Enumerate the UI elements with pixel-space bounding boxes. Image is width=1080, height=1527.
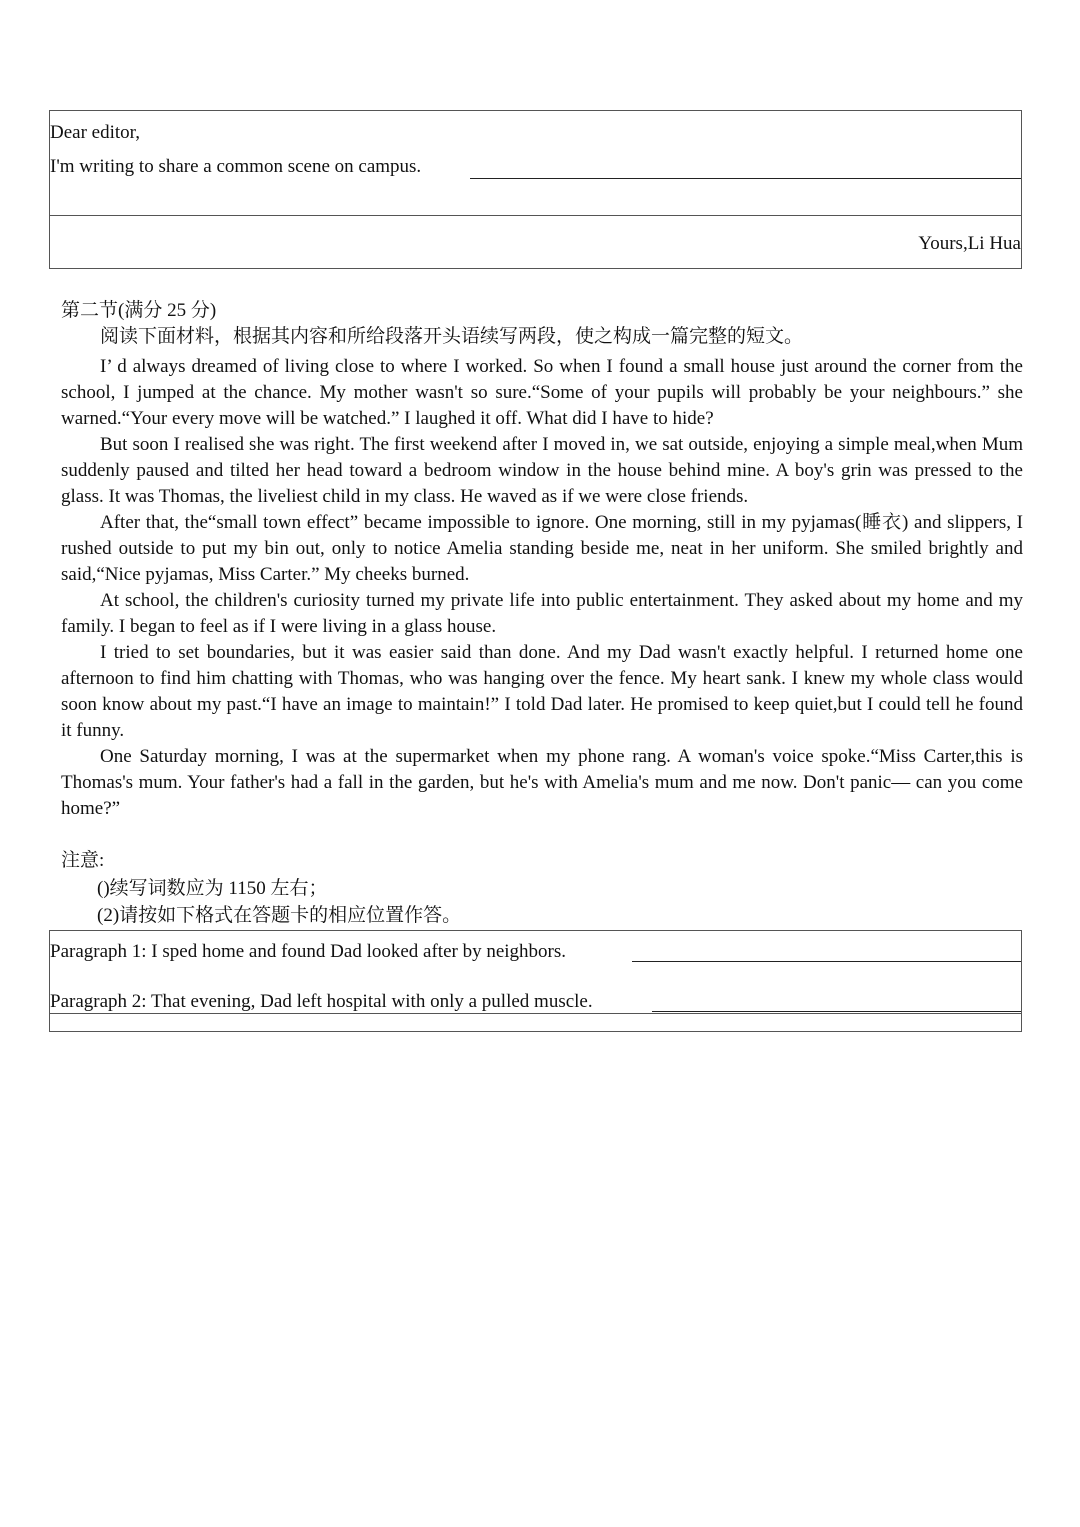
answer-box-divider [50, 1013, 1021, 1014]
paragraph-2-opener: Paragraph 2: That evening, Dad left hospital with only a pulled muscle. [50, 991, 593, 1012]
section-instruction: 阅读下面材料，根据其内容和所给段落开头语续写两段，使之构成一篇完整的短文。 [100, 326, 804, 347]
letter-opening: I'm writing to share a common scene on campus. [50, 156, 422, 177]
section-title: 第二节(满分 25 分) [61, 300, 217, 321]
story-paragraph-4: At school, the children's curiosity turned my private life into public entertainment. They asked about my home and my family. I began to feel as if I were living in a glass house. [61, 590, 1023, 637]
story-paragraph-5: I tried to set boundaries, but it was easier said than done. And my Dad wasn't exactly helpful. I returned home one afternoon to find him chatting with Thomas, who was hanging over the fence. My heart sank. I knew my whole class would soon know about my past.“I have an image to maintain!” I told Dad later. He promised to keep quiet,but I could tell he found it funny. [61, 642, 1023, 741]
note-item-2: (2)请按如下格式在答题卡的相应位置作答。 [97, 905, 462, 926]
letter-answer-box [49, 110, 1022, 269]
paragraph-2-blank-line [652, 1011, 1021, 1012]
note-item-1: ()续写词数应为 1150 左右； [97, 878, 328, 899]
paragraph-1-blank-line [632, 961, 1021, 962]
story-passage [61, 354, 1023, 822]
letter-row-greeting [50, 111, 1021, 147]
letter-blank-line [470, 178, 1021, 179]
answer-format-box [49, 930, 1022, 1032]
paragraph-1-opener: Paragraph 1: I sped home and found Dad looked after by neighbors. [50, 941, 567, 962]
story-paragraph-3: After that, the“small town effect” became impossible to ignore. One morning, still in my pyjamas(睡衣) and slippers, I rushed outside to put my bin out, only to notice Amelia standing beside me, neat in her uniform. She smiled brightly and said,“Nice pyjamas, Miss Carter.” My cheeks burned. [61, 512, 1023, 585]
story-paragraph-6: One Saturday morning, I was at the supermarket when my phone rang. A woman's voice spoke.“Miss Carter,this is Thomas's mum. Your father's had a fall in the garden, but he's with Amelia's mum and me now. Don't panic— can you come home?” [61, 746, 1023, 819]
letter-signature: Yours,Li Hua [918, 233, 1021, 254]
letter-greeting: Dear editor, [50, 122, 140, 143]
letter-row-opening [50, 147, 1021, 216]
story-paragraph-1: I’ d always dreamed of living close to where I worked. So when I found a small house just around the corner from the school, I jumped at the chance. My mother wasn't so sure.“Some of your pupils will probably be your neighbours.” she warned.“Your every move will be watched.” I laughed it off. What did I have to hide? [61, 356, 1023, 429]
notes-heading: 注意: [61, 850, 105, 871]
story-paragraph-2: But soon I realised she was right. The first weekend after I moved in, we sat outside, enjoying a simple meal,when Mum suddenly paused and tilted her head toward a bedroom window in the house behind mine. A boy's grin was pressed to the glass. It was Thomas, the liveliest child in my class. He waved as if we were close friends. [61, 434, 1023, 507]
